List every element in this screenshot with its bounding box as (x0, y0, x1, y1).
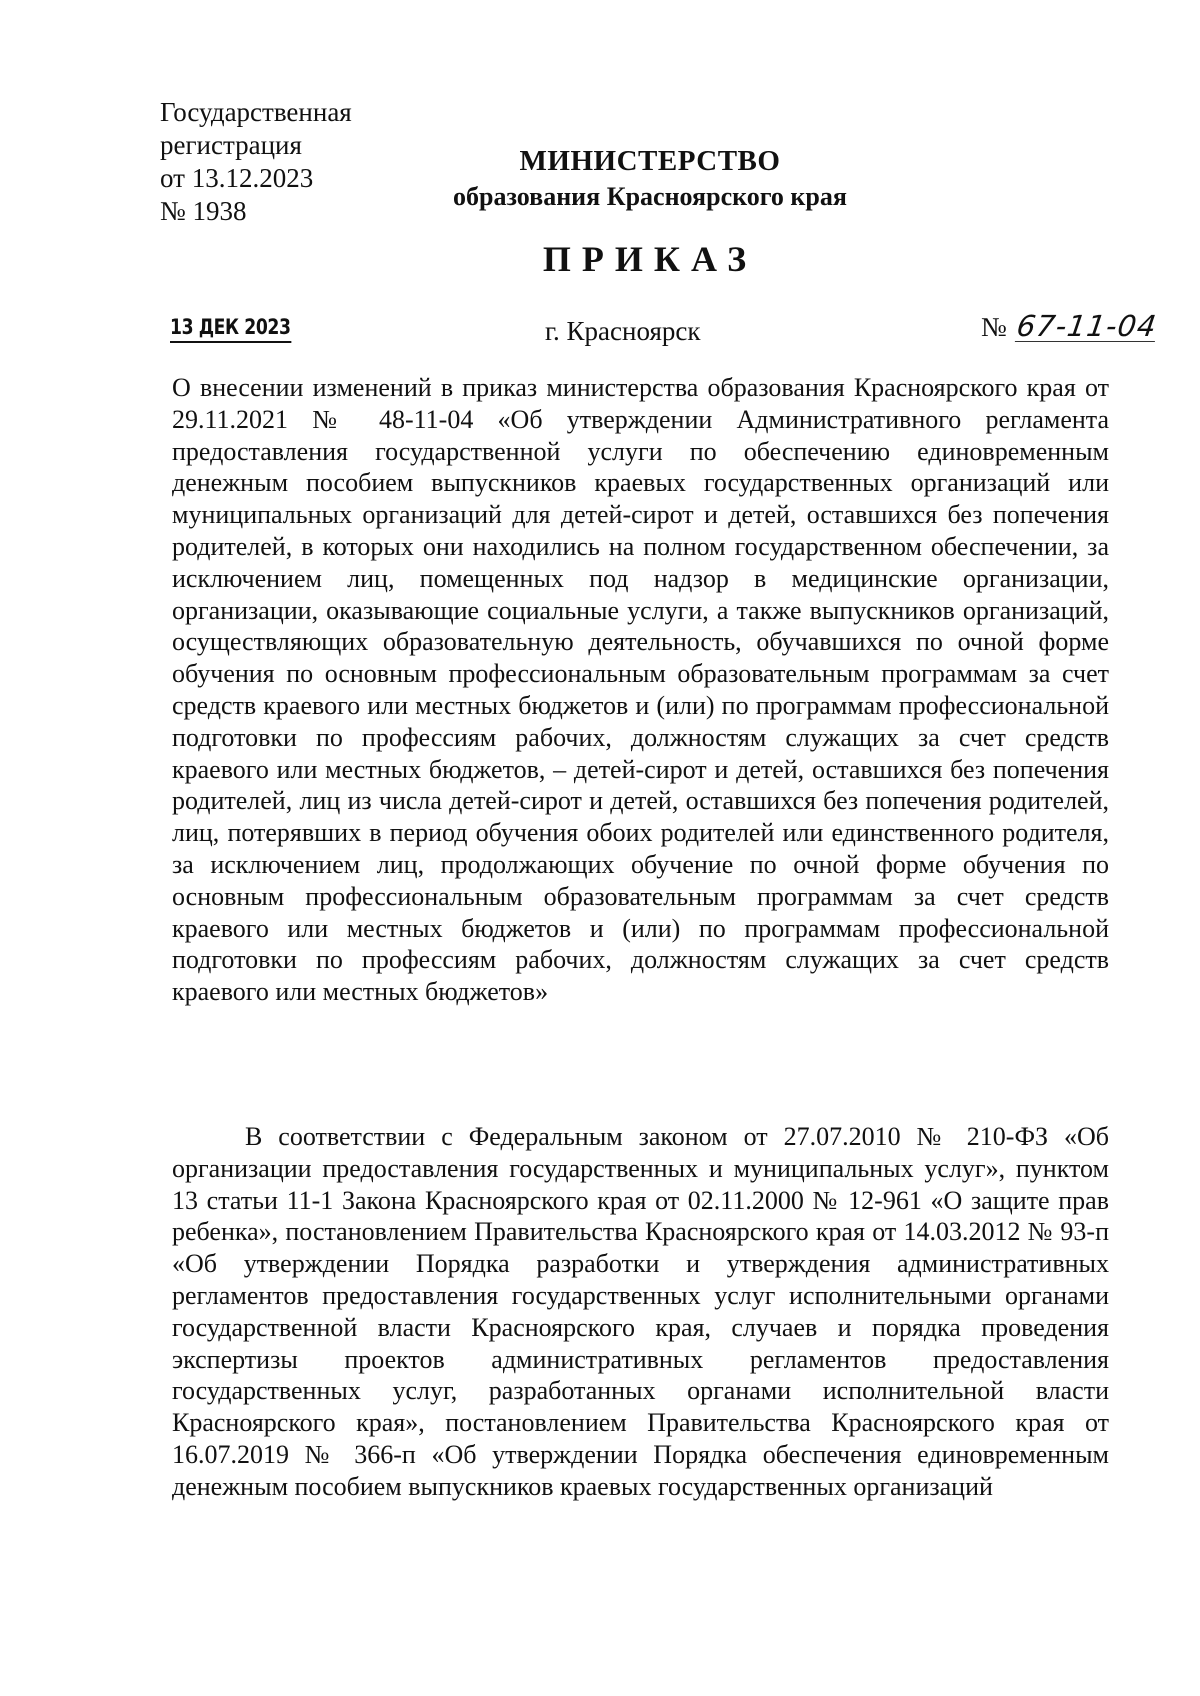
number-sign: № (981, 312, 1007, 342)
order-number (981, 309, 1159, 343)
registration-block (160, 96, 352, 228)
registration-date: от 13.12.2023 (160, 163, 314, 193)
legal-basis-paragraph: В соответствии с Федеральным законом от 27.07.2010 № 210-ФЗ «Об организации предоставления государственных и муниципальных услуг», пунктом 13 статьи 11-1 Закона Красноярского края от 02.11.2000 № 12-961 «О защите прав ребенка», постановлением Правительства Красноярского края от 14.03.2012 № 93-п «Об утверждении Порядка разработки и утверждения административных регламентов предоставления государственных услуг исполнительными органами государственной власти Красноярского края, случаев и порядка проведения экспертизы проектов административных регламентов предоставления государственных услуг, разработанных органами исполнительной власти Красноярского края», постановлением Правительства Красноярского края от 16.07.2019 № 366-п «Об утверждении Порядка обеспечения единовременным денежным пособием выпускников краевых государственных организаций (172, 1122, 1109, 1501)
ministry-header (380, 142, 920, 214)
handwritten-order-number: 67-11-04 (1014, 309, 1159, 343)
city-label: г. Красноярск (545, 316, 701, 346)
document-type-title: ПРИКАЗ (542, 239, 758, 279)
order-subject-paragraph: О внесении изменений в приказ министерства образования Красноярского края от 29.11.2021 № 48-11-04 «Об утверждении Административного регламента предоставления государственной услуги по обеспечению единовременным денежным пособием выпускников краевых государственных организаций или муниципальных организаций для детей-сирот и детей, оставшихся без попечения родителей, в которых они находились на полном государственном обеспечении, за исключением лиц, помещенных под надзор в медицинские организации, организации, оказывающие социальные услуги, а также выпускников организаций, осуществляющих образовательную деятельность, обучавшихся по очной форме обучения по основным профессиональным образовательным программам за счет средств краевого или местных бюджетов и (или) по программам профессиональной подготовки по профессиям рабочих, должностям служащих за счет средств краевого или местных бюджетов, – детей-сирот и детей, оставшихся без попечения родителей, лиц из числа детей-сирот и детей, оставшихся без попечения родителей, лиц, потерявших в период обучения обоих родителей или единственного родителя, за исключением лиц, продолжающих обучение по очной форме обучения по основным профессиональным образовательным программам за счет средств краевого или местных бюджетов и (или) по программам профессиональной подготовки по профессиям рабочих, должностям служащих за счет средств краевого или местных бюджетов» (172, 373, 1109, 1007)
ministry-subtitle: образования Красноярского края (453, 182, 847, 211)
date-stamp: 13 ДЕК 2023 (170, 313, 291, 343)
registration-line-2: регистрация (160, 130, 302, 160)
ministry-title: МИНИСТЕРСТВО (519, 145, 781, 177)
registration-number: № 1938 (160, 196, 247, 226)
registration-line-1: Государственная (160, 97, 352, 127)
